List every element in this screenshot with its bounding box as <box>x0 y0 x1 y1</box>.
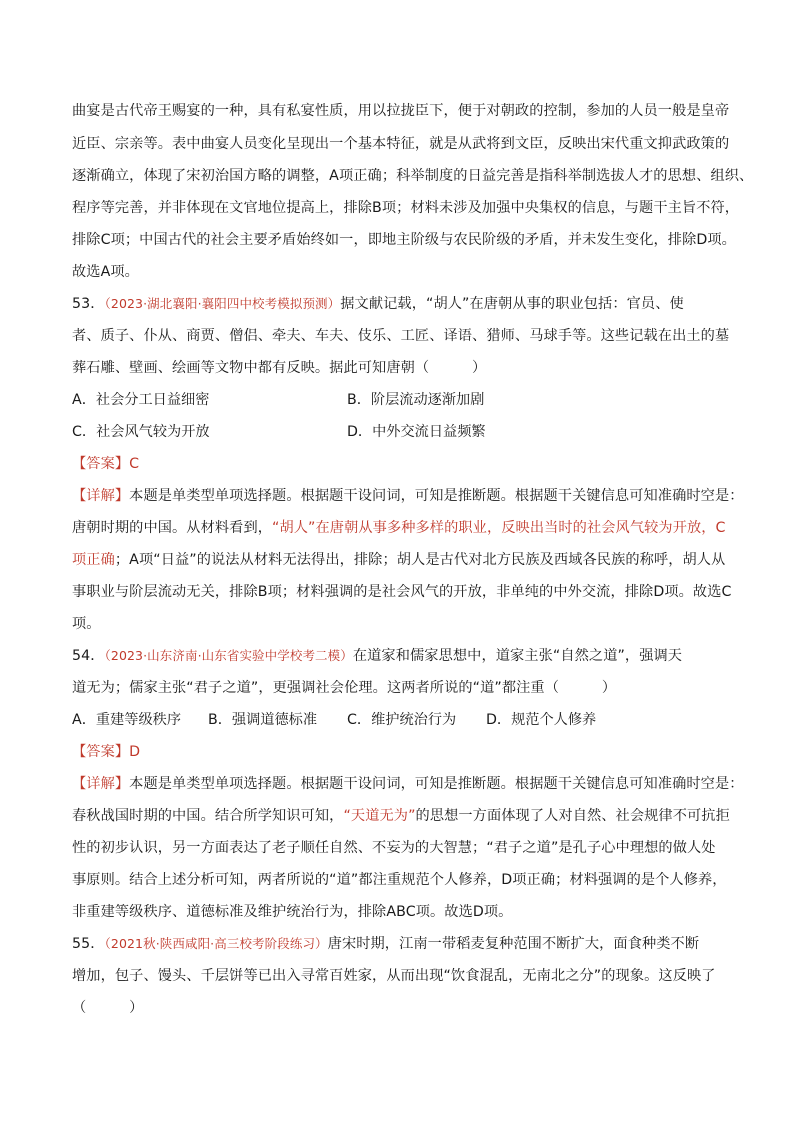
question-text: 据文献记载，“胡人”在唐朝从事的职业包括：官员、使 <box>340 296 684 312</box>
question-number: 54． <box>72 648 105 664</box>
detail-line <box>72 550 725 570</box>
option-a: A．重建等级秩序 <box>72 712 182 728</box>
question-source: （2023·山东济南·山东省实验中学校考二模） <box>104 648 353 663</box>
detail-text: ；A项“日益”的说法从材料无法得出，排除；胡人是古代对北方民族及西域各民族的称呼，胡人从 <box>114 552 726 568</box>
answer-value: C <box>129 456 140 472</box>
question-text: 唐宋时期，江南一带稻麦复种范围不断扩大，面食种类不断 <box>327 936 700 952</box>
analysis-line: 近臣、宗亲等。表中曲宴人员变化呈现出一个基本特征，就是从武将到文臣，反映出宋代重文抑武政策的 <box>72 136 730 152</box>
question-text: 在道家和儒家思想中，道家主张“自然之道”，强调天 <box>352 648 683 664</box>
question-text: 道无为；儒家主张“君子之道”，更强调社会伦理。这两者所说的“道”都注重（ ） <box>72 680 617 696</box>
analysis-line: 曲宴是古代帝王赐宴的一种，具有私宴性质，用以拉拢臣下，便于对朝政的控制，参加的人员一般是皇帝 <box>72 103 730 119</box>
detail-highlight: “天道无为” <box>343 808 416 824</box>
analysis-line: 排除C项；中国古代的社会主要矛盾始终如一，即地主阶级与农民阶级的矛盾，并未发生变化，排除D项。 <box>72 232 736 248</box>
analysis-line: 逐渐确立，体现了宋初治国方略的调整，A项正确；科举制度的日益完善是指科举制选拔人才的思想、组织、 <box>72 168 754 184</box>
detail-line: 性的初步认识，另一方面表达了老子顺任自然、不妄为的大智慧；“君子之道”是孔子心中理想的做人处 <box>72 840 716 856</box>
detail-highlight: “胡人”在唐朝从事多种多样的职业，反映出当时的社会风气较为开放，C <box>272 520 726 536</box>
question-text: 葬石雕、壁画、绘画等文物中都有反映。据此可知唐朝（ ） <box>72 360 487 376</box>
answer-label: 【答案】 <box>72 456 130 472</box>
option-c: C．社会风气较为开放 <box>72 424 210 440</box>
option-a: A．社会分工日益细密 <box>72 392 210 408</box>
detail-line <box>72 774 744 794</box>
option-c: C．维护统治行为 <box>347 712 457 728</box>
detail-line: 项。 <box>72 616 101 632</box>
detail-line: 非重建等级秩序、道德标准及维护统治行为，排除ABC项。故选D项。 <box>72 904 513 920</box>
question-53-stem <box>72 294 684 314</box>
detail-line <box>72 806 730 826</box>
detail-line: 事职业与阶层流动无关，排除B项；材料强调的是社会风气的开放，非单纯的中外交流，排除D项。故选C <box>72 584 732 600</box>
question-54-stem <box>72 646 682 666</box>
detail-label: 【详解】 <box>72 776 130 792</box>
question-source: （2021秋·陕西咸阳·高三校考阶段练习） <box>104 936 328 951</box>
answer-label: 【答案】 <box>72 744 130 760</box>
answer-value: D <box>129 744 141 760</box>
detail-line: 事原则。结合上述分析可知，两者所说的“道”都注重规范个人修养，D项正确；材料强调的是个人修养， <box>72 872 727 888</box>
detail-text: 的思想一方面体现了人对自然、社会规律不可抗拒 <box>415 808 730 824</box>
analysis-line: 故选A项。 <box>72 264 139 280</box>
answer-row <box>72 454 139 474</box>
question-text: 增加，包子、馒头、千层饼等已出入寻常百姓家，从而出现“饮食混乱，无南北之分”的现象。这反映了 <box>72 968 716 984</box>
detail-text: 本题是单类型单项选择题。根据题干设问词，可知是推断题。根据题干关键信息可知准确时空是： <box>129 488 744 504</box>
question-text: （ ） <box>72 1000 144 1016</box>
question-source: （2023·湖北襄阳·襄阳四中校考模拟预测） <box>104 296 341 311</box>
detail-line <box>72 518 726 538</box>
answer-row <box>72 742 140 762</box>
detail-highlight: 项正确 <box>72 552 115 568</box>
question-text: 者、质子、仆从、商贾、僧侣、牵夫、车夫、伎乐、工匠、译语、猎师、马球手等。这些记载在出土的墓 <box>72 328 730 344</box>
option-d: D．中外交流日益频繁 <box>347 424 486 440</box>
detail-text: 本题是单类型单项选择题。根据题干设问词，可知是推断题。根据题干关键信息可知准确时空是： <box>129 776 744 792</box>
analysis-line: 程序等完善，并非体现在文官地位提高上，排除B项；材料未涉及加强中央集权的信息，与题干主旨不符， <box>72 200 740 216</box>
question-number: 53． <box>72 296 105 312</box>
question-55-stem <box>72 934 699 954</box>
detail-label: 【详解】 <box>72 488 130 504</box>
question-number: 55． <box>72 936 105 952</box>
option-d: D．规范个人修养 <box>486 712 597 728</box>
detail-text: 春秋战国时期的中国。结合所学知识可知， <box>72 808 344 824</box>
option-b: B．强调道德标准 <box>208 712 318 728</box>
detail-text: 唐朝时期的中国。从材料看到， <box>72 520 273 536</box>
option-b: B．阶层流动逐渐加剧 <box>347 392 485 408</box>
detail-line <box>72 486 744 506</box>
